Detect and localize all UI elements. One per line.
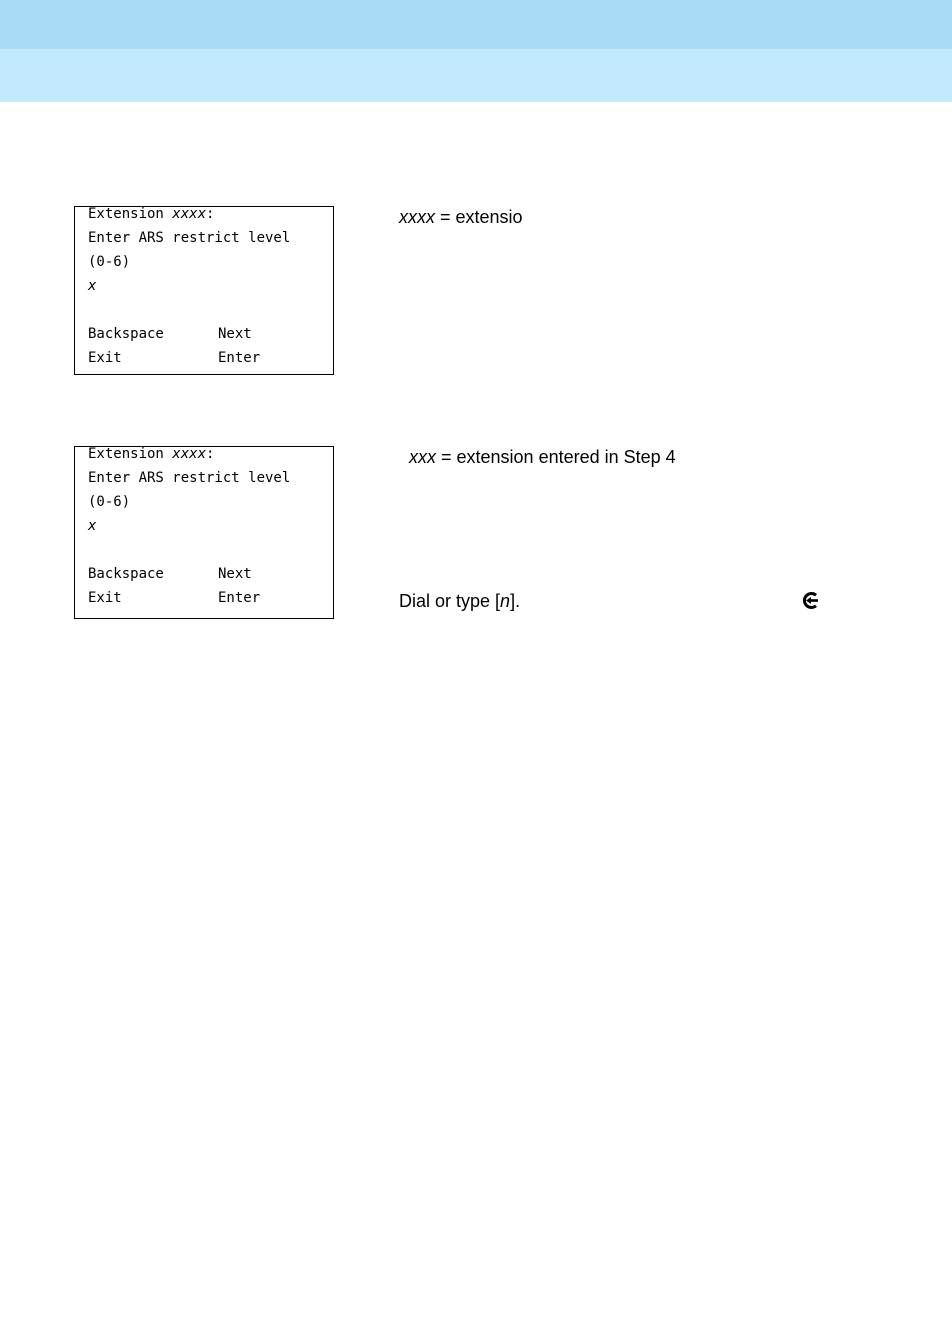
enter-button[interactable]: Enter: [218, 590, 261, 606]
screen-title: [88, 204, 214, 224]
title-var: xxxx: [172, 206, 207, 222]
exit-button[interactable]: Exit: [88, 590, 122, 606]
note-var: xxx: [409, 447, 436, 467]
header-band-top: [0, 0, 952, 49]
title-suffix: :: [206, 206, 215, 222]
screen-title: [88, 444, 214, 464]
return-arrow-icon: [802, 592, 819, 609]
screen-value: x: [88, 278, 97, 294]
console-screen-2: [74, 446, 334, 619]
note-text: = extension entered in Step 4: [436, 447, 676, 467]
screen-range: (0-6): [88, 494, 131, 510]
note-var: n: [500, 591, 511, 611]
next-button[interactable]: Next: [218, 566, 252, 582]
screen-prompt: Enter ARS restrict level: [88, 230, 291, 246]
note-text: = extensio: [435, 207, 523, 227]
note-var: xxxx: [399, 207, 435, 227]
next-button[interactable]: Next: [218, 326, 252, 342]
screen-range: (0-6): [88, 254, 131, 270]
screen-value: x: [88, 518, 97, 534]
backspace-button[interactable]: Backspace: [88, 566, 164, 582]
note-extension: [399, 206, 523, 228]
note-dial-instruction: [399, 590, 520, 612]
screen-prompt: Enter ARS restrict level: [88, 470, 291, 486]
header-band-bottom: [0, 49, 952, 102]
exit-button[interactable]: Exit: [88, 350, 122, 366]
title-label: Extension: [88, 446, 164, 462]
enter-button[interactable]: Enter: [218, 350, 261, 366]
note-suffix: ].: [510, 591, 521, 611]
title-label: Extension: [88, 206, 164, 222]
title-suffix: :: [206, 446, 215, 462]
console-screen-1: [74, 206, 334, 375]
title-var: xxxx: [172, 446, 207, 462]
note-extension-step: [409, 446, 676, 468]
note-prefix: Dial or type [: [399, 591, 501, 611]
backspace-button[interactable]: Backspace: [88, 326, 164, 342]
